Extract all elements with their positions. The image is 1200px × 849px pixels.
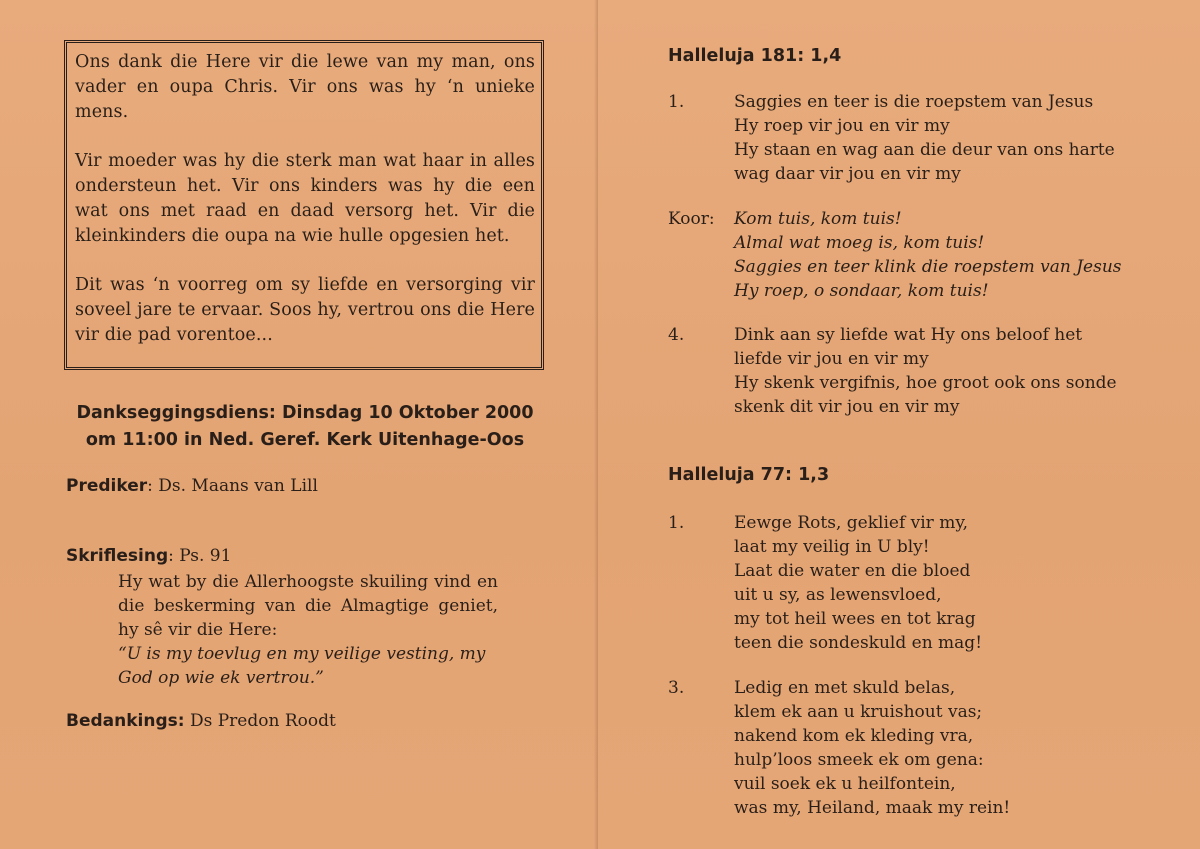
hymn-title: Halleluja 181: 1,4 [668,46,842,66]
stanza-line: Hy skenk vergifnis, hoe groot ook ons sonde [734,373,1117,393]
stanza-number: 4. [668,325,685,345]
tribute-paragraph: Vir moeder was hy die sterk man wat haar in alles ondersteun het. Vir ons kinders was hy die een wat ons met raad en daad versorg het. Vir die kleinkinders die oupa na wie hulle opgesien het. [75,151,535,246]
reading-field [66,546,231,566]
tribute-paragraph: Dit was ‘n voorreg om sy liefde en versorging vir soveel jare te ervaar. Soos hy, vertrou ons die Here vir die pad vorentoe... [75,275,535,345]
left-page [0,0,598,849]
preacher-label: Prediker [66,476,148,496]
stanza-number: 1. [668,513,685,533]
stanza-line: Kom tuis, kom tuis! [734,209,902,229]
reading-label: Skriflesing [66,546,169,566]
service-heading [60,400,550,454]
reading-quote: “U is my toevlug en my veilige vesting, my God op wie ek vertrou.” [118,644,486,688]
stanza-number: 3. [668,678,685,698]
right-page [598,0,1200,849]
service-line: om 11:00 in Ned. Geref. Kerk Uitenhage-Oos [85,430,525,450]
hymn-title: Halleluja 77: 1,3 [668,465,830,485]
thanks-label: Bedankings: [66,711,185,731]
reading-verse [118,570,498,690]
stanza-line: Hy roep vir jou en vir my [734,116,950,136]
stanza-line: wag daar vir jou en vir my [734,164,961,184]
stanza-line: Hy roep, o sondaar, kom tuis! [734,281,989,301]
stanza-line: uit u sy, as lewensvloed, [734,585,942,605]
stanza-number: 1. [668,92,685,112]
stanza-line: laat my veilig in U bly! [734,537,930,557]
stanza-line: teen die sondeskuld en mag! [734,633,983,653]
stanza-line: nakend kom ek kleding vra, [734,726,974,746]
stanza-line: Almal wat moeg is, kom tuis! [734,233,985,253]
tribute-paragraph: Ons dank die Here vir die lewe van my man, ons vader en oupa Chris. Vir ons was hy ‘n unieke mens. [75,52,535,122]
thanks-field [66,711,336,731]
service-line: Dankseggingsdiens: Dinsdag 10 Oktober 2000 [76,403,534,423]
stanza-line: my tot heil wees en tot krag [734,609,976,629]
tribute-box [64,40,544,370]
stanza-line: Hy staan en wag aan die deur van ons harte [734,140,1115,160]
stanza-line: Ledig en met skuld belas, [734,678,956,698]
stanza-line: Saggies en teer is die roepstem van Jesus [734,92,1094,112]
stanza-line: was my, Heiland, maak my rein! [734,798,1011,818]
stanza-line: Dink aan sy liefde wat Hy ons beloof het [734,325,1083,345]
thanks-value: Ds Predon Roodt [184,711,336,731]
stanza-line: liefde vir jou en vir my [734,349,929,369]
stanza-line: Saggies en teer klink die roepstem van Jesus [734,257,1122,277]
preacher-field [66,476,318,496]
reading-text: Hy wat by die Allerhoogste skuiling vind en die beskerming van die Almagtige geniet, hy sê vir die Here: [118,572,498,640]
chorus-label: Koor: [668,209,715,229]
stanza-line: klem ek aan u kruishout vas; [734,702,983,722]
reading-value: : Ps. 91 [168,546,232,566]
stanza-line: Eewge Rots, geklief vir my, [734,513,969,533]
stanza-line: hulp’loos smeek ek om gena: [734,750,984,770]
stanza-line: skenk dit vir jou en vir my [734,397,960,417]
stanza-line: vuil soek ek u heilfontein, [734,774,956,794]
preacher-value: : Ds. Maans van Lill [147,476,318,496]
stanza-line: Laat die water en die bloed [734,561,971,581]
